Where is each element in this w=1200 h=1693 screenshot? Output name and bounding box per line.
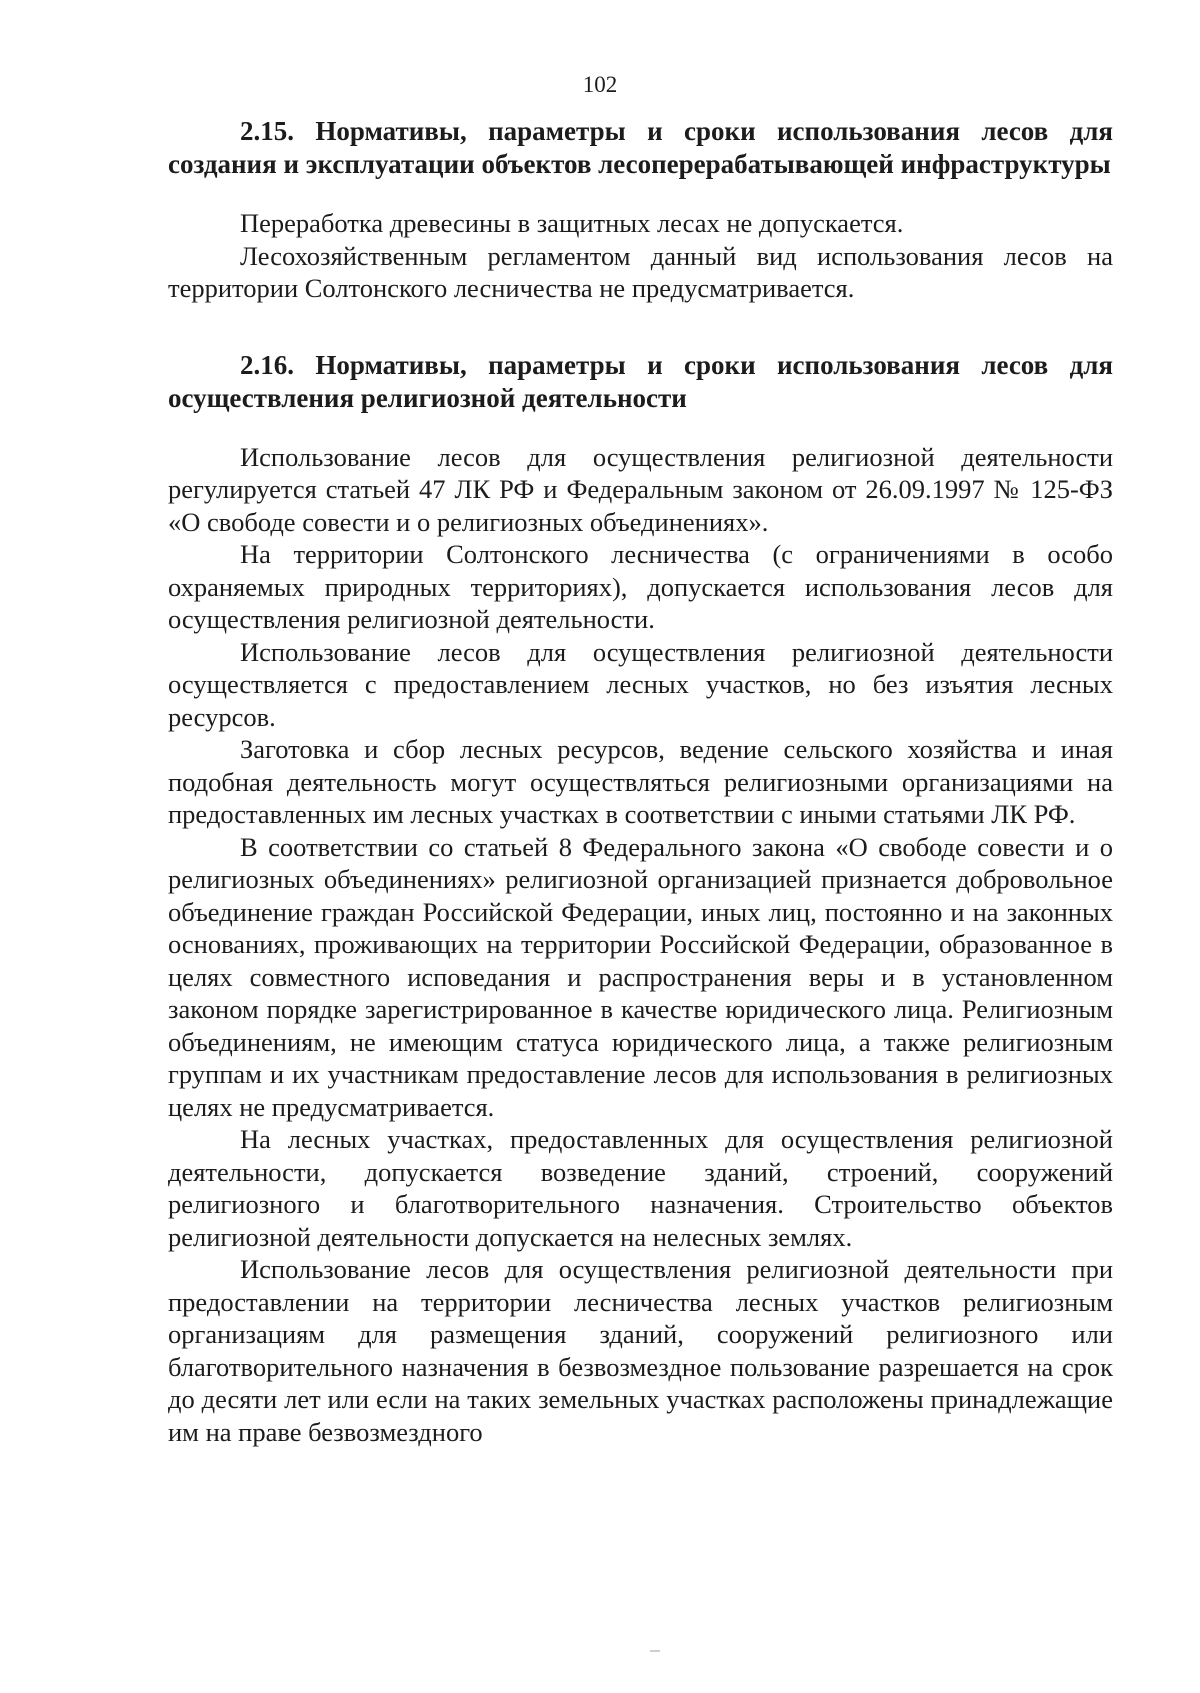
- section-title: 2.15. Нормативы, параметры и сроки использования лесов для создания и эксплуатации объектов лесоперерабатывающей инфраструктуры: [168, 116, 1113, 179]
- paragraph: На территории Солтонского лесничества (с ограничениями в особо охраняемых природных территориях), допускается использования лесов для осуществления религиозной деятельности.: [168, 539, 1113, 634]
- scan-artifact-mark: [650, 1650, 660, 1652]
- section-2-16: [168, 349, 1113, 1449]
- document-content: [168, 115, 1113, 1448]
- paragraph: Использование лесов для осуществления религиозной деятельности осуществляется с предоставлением лесных участков, но без изъятия лесных ресурсов.: [168, 636, 1113, 732]
- paragraph: Переработка древесины в защитных лесах не допускается.: [240, 208, 904, 238]
- paragraph: Лесохозяйственным регламентом данный вид использования лесов на территории Солтонского лесничества не предусматривается.: [168, 240, 1113, 303]
- section-body: [168, 207, 1113, 305]
- paragraph: В соответствии со статьей 8 Федерального закона «О свободе совести и о религиозных объединениях» религиозной организацией признается добровольное объединение граждан Российской Федерации, иных лиц, постоянно и на законных основаниях, проживающих на территории Российской Федерации, образованное в целях совместного исповедания и распространения веры и в установленном законом порядке зарегистрированное в качестве юридического лица. Религиозным объединениям, не имеющим статуса юридического лица, а также религиозным группам и их участникам предоставление лесов для использования в религиозных целях не предусматривается.: [168, 831, 1113, 1122]
- paragraph: Заготовка и сбор лесных ресурсов, ведение сельского хозяйства и иная подобная деятельность могут осуществляться религиозными организациями на предоставленных им лесных участках в соответствии с иными статьями ЛК РФ.: [168, 734, 1113, 829]
- paragraph: Использование лесов для осуществления религиозной деятельности регулируется статьей 47 ЛК РФ и Федеральным законом от 26.09.1997 № 125-ФЗ «О свободе совести и о религиозных объединениях».: [168, 441, 1113, 537]
- section-spacer: [168, 305, 1113, 349]
- page-number: 102: [582, 72, 618, 97]
- section-2-15: [168, 115, 1113, 305]
- paragraph: На лесных участках, предоставленных для осуществления религиозной деятельности, допускается возведение зданий, строений, сооружений религиозного и благотворительного назначения. Строительство объектов религиозной деятельности допускается на нелесных землях.: [168, 1124, 1113, 1252]
- section-body: [168, 441, 1113, 1449]
- paragraph: Использование лесов для осуществления религиозной деятельности при предоставлении на территории лесничества лесных участков религиозным организациям для размещения зданий, сооружений религиозного или благотворительного назначения в безвозмездное пользование разрешается на срок до десяти лет или если на таких земельных участках расположены принадлежащие им на праве безвозмездного: [168, 1254, 1113, 1447]
- section-title: 2.16. Нормативы, параметры и сроки использования лесов для осуществления религиозной деятельности: [168, 349, 1113, 413]
